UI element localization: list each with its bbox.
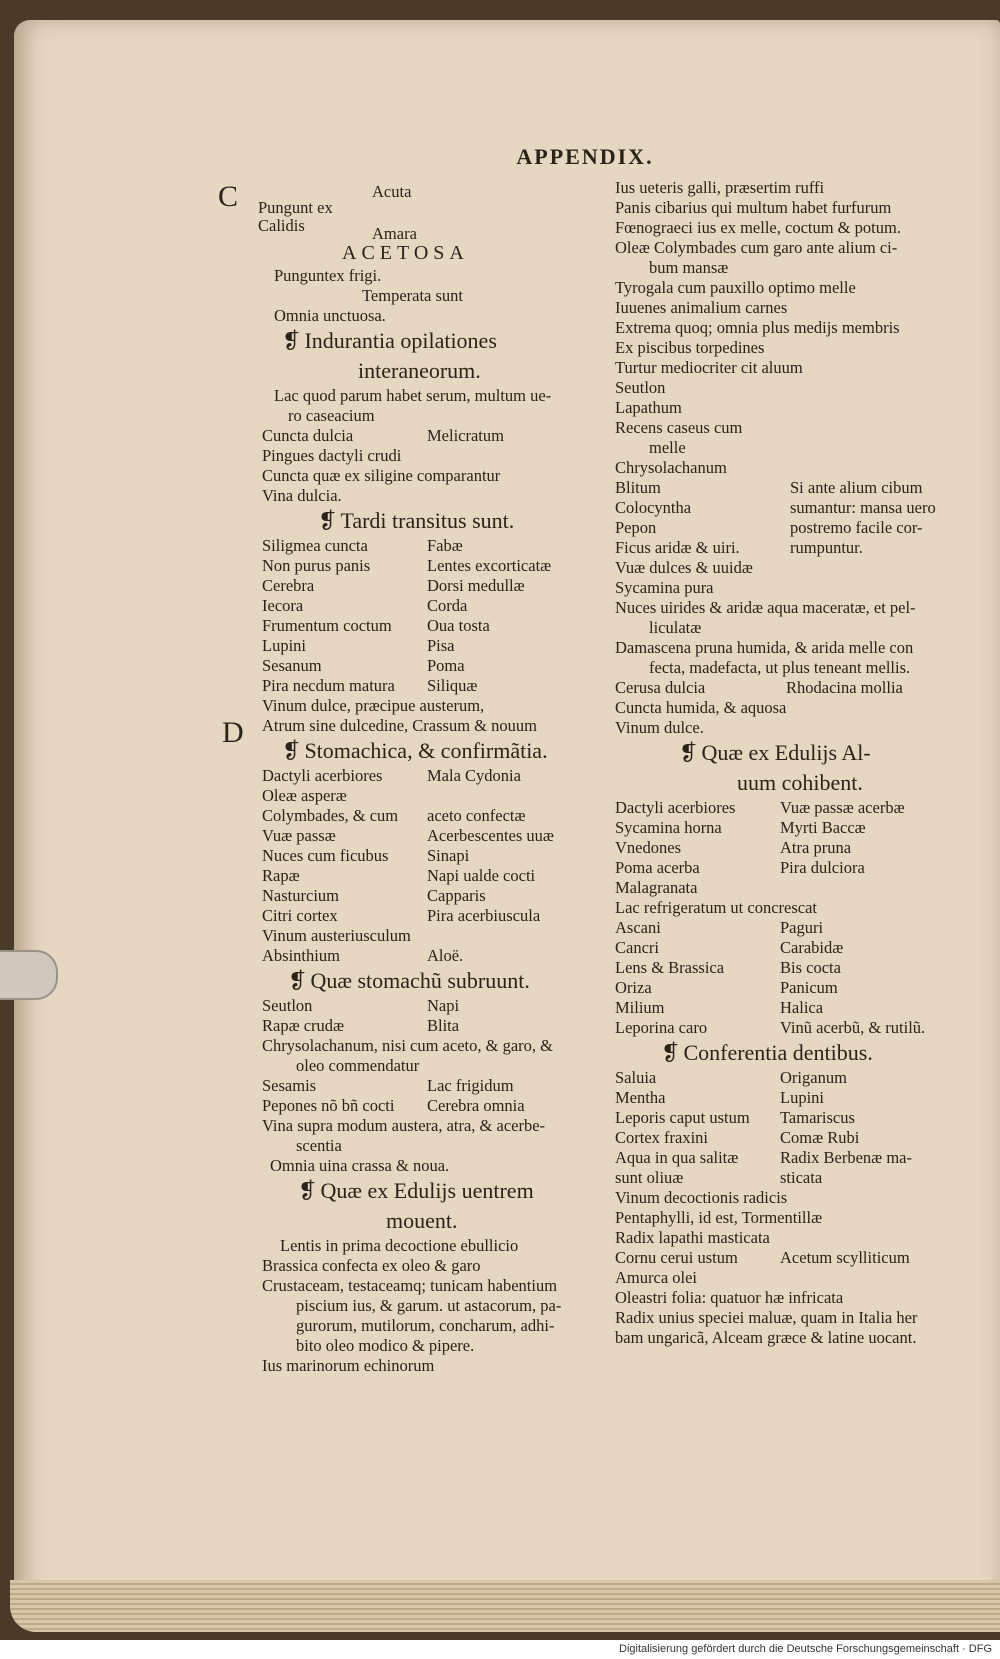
text-line: Damascena pruna humida, & arida melle con [615, 638, 914, 657]
text-line: Recens caseus cum [615, 418, 743, 437]
text-line: Brassica confecta ex oleo & garo [262, 1256, 481, 1275]
list-item: Siligmea cuncta Fabæ [262, 536, 463, 555]
text-line: Panis cibarius qui multum habet furfurum [615, 198, 892, 217]
section-stomachica-list [262, 766, 612, 966]
list-item: Mentha Lupini [615, 1088, 824, 1107]
pungunt-calidis [258, 178, 612, 243]
pilcrow-icon: ❡ [679, 740, 698, 765]
margin-letter-c: C [218, 180, 239, 213]
acetosa-heading: ACETOSA [342, 242, 469, 264]
list-item: Colymbades, & cum aceto confectæ [262, 806, 526, 825]
text-line: Cuncta quæ ex siligine comparantur [262, 466, 501, 485]
section-subruunt-list [262, 996, 612, 1036]
text-line: oleo commendatur [296, 1056, 420, 1075]
list-item: Cuncta dulcia Melicratum [262, 426, 504, 445]
list-item: Oriza Panicum [615, 978, 838, 997]
text-line: Ius ueteris galli, præsertim ruffi [615, 178, 825, 197]
section-cohibent-title-2: uum cohibent. [737, 770, 863, 795]
section-tardi-list [262, 536, 612, 696]
text-line: gurorum, mutilorum, concharum, adhi- [296, 1316, 555, 1335]
text-line: Nuces uirides & aridæ aqua maceratæ, et pel- [615, 598, 916, 617]
section-uentrem-title-2: mouent. [386, 1208, 458, 1233]
text-line: Cuncta humida, & aquosa [615, 698, 787, 717]
text-line: fecta, madefacta, ut plus teneant mellis. [649, 658, 911, 677]
side-note: Si ante alium cibum sumantur: mansa uero postremo facile cor- rumpuntur. [790, 478, 936, 557]
text-line: Crustaceam, testaceamq; tunicam habentium [262, 1276, 558, 1295]
pilcrow-icon: ❡ [661, 1040, 680, 1065]
text-line: Iuuenes animalium carnes [615, 298, 788, 317]
text-line: ro caseacium [288, 406, 375, 425]
list-item: Cerebra Dorsi medullæ [262, 576, 525, 595]
section-stomachica-title: ❡ Stomachica, & confirmãtia. [282, 738, 548, 763]
pilcrow-icon: ❡ [318, 508, 337, 533]
dfg-footer: Digitalisierung gefördert durch die Deutsche Forschungsgemeinschaft · DFG [619, 1643, 992, 1655]
list-item: Lens & Brassica Bis cocta [615, 958, 841, 977]
text-line: Lac quod parum habet serum, multum ue- [274, 386, 552, 405]
list-item: Sesanum Poma [262, 656, 465, 675]
list-item: Non purus panis Lentes excorticatæ [262, 556, 552, 575]
pilcrow-icon: ❡ [298, 1178, 317, 1203]
text-line: Oleæ Colymbades cum garo ante alium ci- [615, 238, 898, 257]
pilcrow-icon: ❡ [282, 328, 301, 353]
text-line: Omnia uina crassa & noua. [270, 1156, 450, 1175]
text-line: Chrysolachanum [615, 458, 727, 477]
text-line: Fœnograeci ius ex melle, coctum & potum. [615, 218, 901, 237]
left-column [258, 178, 612, 1376]
section-indurantia-list [262, 426, 612, 466]
section-cohibent-title: ❡ Quæ ex Edulijs Al- [679, 740, 871, 765]
text-line: Ex piscibus torpedines [615, 338, 765, 357]
text-line: scentia [296, 1136, 342, 1155]
list-item: Dactyli acerbiores Mala Cydonia [262, 766, 521, 785]
list-item: Nuces cum ficubus Sinapi [262, 846, 470, 865]
list-item: Rapæ Napi ualde cocti [262, 866, 536, 885]
right-list-1 [615, 178, 955, 738]
list-item: Lupini Pisa [262, 636, 455, 655]
text-line: Tyrogala cum pauxillo optimo melle [615, 278, 856, 297]
list-item: Pira necdum matura Siliquæ [262, 676, 478, 695]
text-line: Extrema quoq; omnia plus medijs membris [615, 318, 900, 337]
list-item: Leporis caput ustum Tamariscus [615, 1108, 855, 1127]
text-line: Lentis in prima decoctione ebullicio [280, 1236, 519, 1255]
section-uentrem-title: ❡ Quæ ex Edulijs uentrem [298, 1178, 534, 1203]
text-line: Vinum decoctionis radicis [615, 1188, 788, 1207]
text-line: Vinum dulce. [615, 718, 704, 737]
text-line: Amurca olei [615, 1268, 698, 1287]
text-line: Ius marinorum echinorum [262, 1356, 435, 1375]
text-line: Lac refrigeratum ut concrescat [615, 898, 818, 917]
text-line: Colocyntha [615, 498, 692, 517]
calidis-label: Calidis [258, 216, 305, 235]
text-line: Vina supra modum austera, atra, & acerbe- [262, 1116, 546, 1135]
temperata-line: Temperata sunt [362, 286, 464, 305]
text-line: Atrum sine dulcedine, Crassum & nouum [262, 716, 537, 735]
text-line: bum mansæ [649, 258, 729, 277]
section-dentibus-list [615, 1068, 955, 1188]
pungunt-label: Pungunt ex [258, 198, 333, 217]
omnia-unctuosa: Omnia unctuosa. [274, 306, 386, 325]
running-header: APPENDIX. [516, 144, 654, 169]
pungunt-frigi: Punguntex frigi. [274, 266, 382, 285]
list-item: Rapæ crudæ Blita [262, 1016, 460, 1035]
margin-letter-d: D [222, 716, 244, 749]
section-cohibent-list-2 [615, 918, 955, 1038]
list-item: Citri cortex Pira acerbiuscula [262, 906, 541, 925]
section-dentibus-title: ❡ Conferentia dentibus. [661, 1040, 873, 1065]
pilcrow-icon: ❡ [288, 968, 307, 993]
list-item: Cancri Carabidæ [615, 938, 844, 957]
text-line: Oleastri folia: quatuor hæ infricata [615, 1288, 844, 1307]
list-item: Sycamina horna Myrti Baccæ [615, 818, 866, 837]
list-item: Oleæ asperæ [262, 786, 347, 805]
list-item: Aqua in qua salitæ Radix Berbenæ ma- [615, 1148, 912, 1167]
pilcrow-icon: ❡ [282, 738, 301, 763]
list-item: Seutlon Napi [262, 996, 460, 1015]
section-cohibent-list [615, 798, 955, 898]
list-item: Leporina caro Vinũ acerbũ, & rutilũ. [615, 1018, 926, 1037]
list-item: Pingues dactyli crudi [262, 446, 402, 465]
text-line: Pentaphylli, id est, Tormentillæ [615, 1208, 823, 1227]
list-item: Vinum austeriusculum [262, 926, 411, 945]
list-item: Vuæ passæ Acerbescentes uuæ [262, 826, 554, 845]
list-item: Nasturcium Capparis [262, 886, 486, 905]
text-line: bito oleo modico & pipere. [296, 1336, 475, 1355]
text-line: melle [649, 438, 686, 457]
list-item: Poma acerba Pira dulciora [615, 858, 865, 877]
right-column [615, 178, 955, 1348]
list-item: Malagranata [615, 878, 698, 897]
text-line: Blitum [615, 478, 661, 497]
text-line: liculatæ [649, 618, 702, 637]
list-item: Cornu cerui ustum Acetum scylliticum [615, 1248, 910, 1267]
text-line: Lapathum [615, 398, 682, 417]
text-line: Radix unius speciei maluæ, quam in Italia her [615, 1308, 918, 1327]
text-line: Vinum dulce, præcipue austerum, [262, 696, 485, 715]
amara-label: Amara [372, 224, 417, 243]
text-line: bam ungaricã, Alceam græce & latine uocant. [615, 1328, 917, 1347]
list-item: Frumentum coctum Oua tosta [262, 616, 490, 635]
list-item: Pepones nõ bñ cocti Cerebra omnia [262, 1096, 525, 1115]
text-line: Ficus aridæ & uiri. [615, 538, 740, 557]
text-line: Sycamina pura [615, 578, 714, 597]
text-line: Chrysolachanum, nisi cum aceto, & garo, & [262, 1036, 553, 1055]
list-item: Milium Halica [615, 998, 824, 1017]
section-subruunt-list-2 [262, 1076, 612, 1116]
list-item: Iecora Corda [262, 596, 468, 615]
page-edges [10, 1580, 1000, 1632]
list-item: Cortex fraxini Comæ Rubi [615, 1128, 860, 1147]
list-item: Saluia Origanum [615, 1068, 847, 1087]
page-clip [0, 950, 58, 1000]
list-item: Vnedones Atra pruna [615, 838, 852, 857]
section-subruunt-title: ❡ Quæ stomachũ subruunt. [288, 968, 530, 993]
text-line: Cerusa dulcia [615, 678, 706, 697]
text-line: Radix lapathi masticata [615, 1228, 770, 1247]
text-line: Vuæ dulces & uuidæ [615, 558, 753, 577]
rhodacina-note: Rhodacina mollia [786, 678, 903, 697]
acuta-label: Acuta [372, 182, 412, 201]
list-item: Absinthium Aloë. [262, 946, 464, 965]
text-line: Pepon [615, 518, 657, 537]
list-item: Dactyli acerbiores Vuæ passæ acerbæ [615, 798, 905, 817]
list-item: sunt oliuæ sticata [615, 1168, 823, 1187]
text-line: piscium ius, & garum. ut astacorum, pa- [296, 1296, 562, 1315]
text-line: Turtur mediocriter cit aluum [615, 358, 803, 377]
text-line: Seutlon [615, 378, 666, 397]
section-indurantia-title: ❡ Indurantia opilationes [282, 328, 497, 353]
list-item: Ascani Paguri [615, 918, 824, 937]
section-indurantia-title-2: interaneorum. [358, 358, 481, 383]
list-item: Sesamis Lac frigidum [262, 1076, 514, 1095]
section-tardi-title: ❡ Tardi transitus sunt. [318, 508, 515, 533]
text-line: Vina dulcia. [262, 486, 342, 505]
